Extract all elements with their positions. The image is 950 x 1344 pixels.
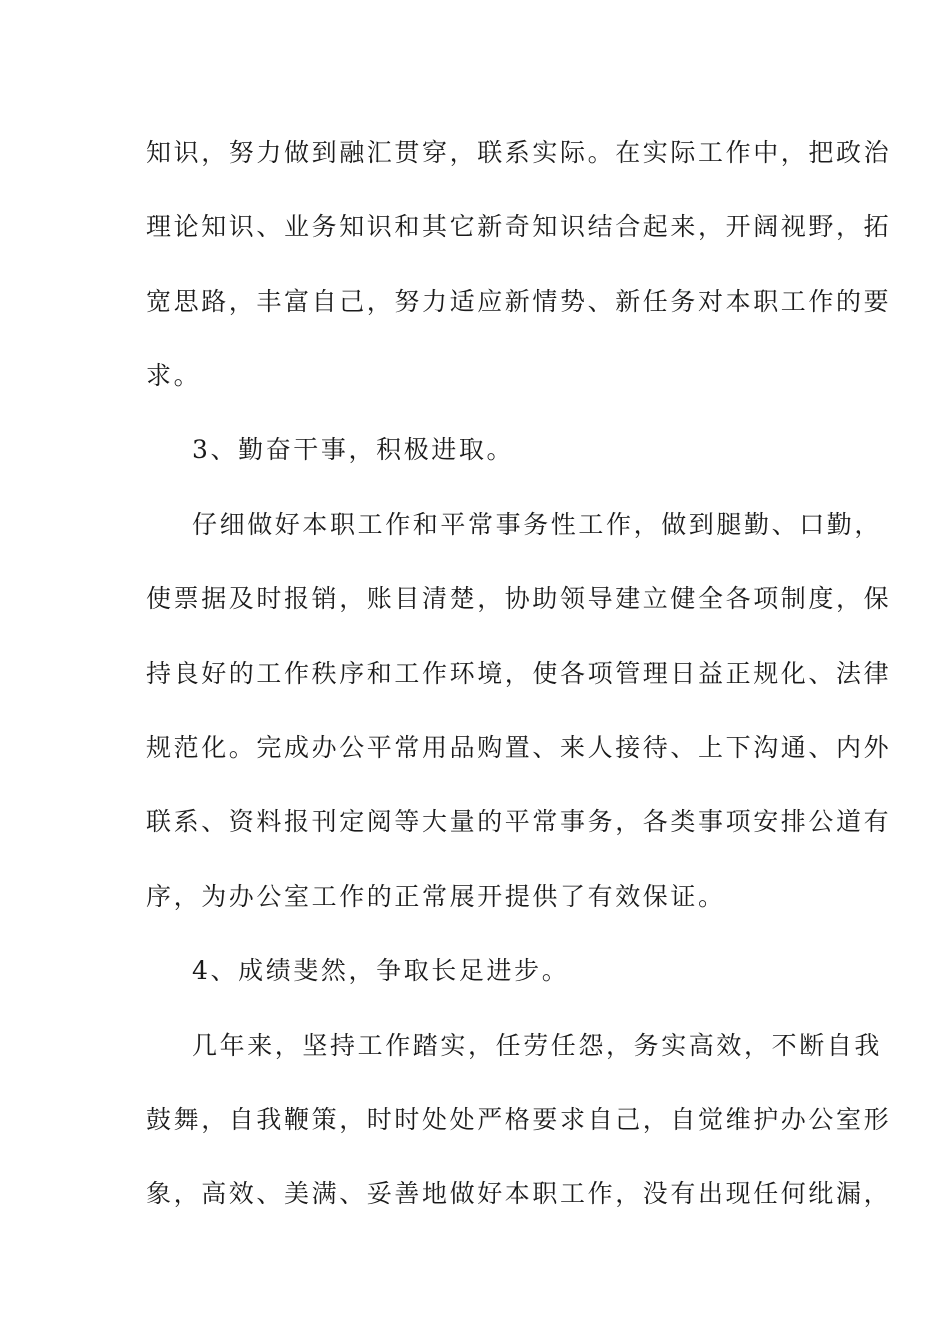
body-text-line: 规范化。完成办公平常用品购置、来人接待、上下沟通、内外 — [146, 733, 892, 762]
body-text-line: 知识，努力做到融汇贯穿，联系实际。在实际工作中，把政治 — [146, 138, 892, 167]
body-text-line: 联系、资料报刊定阅等大量的平常事务，各类事项安排公道有 — [146, 807, 892, 836]
body-text-line: 序，为办公室工作的正常展开提供了有效保证。 — [146, 882, 726, 911]
section-heading: 4、成绩斐然，争取长足进步。 — [192, 956, 570, 985]
body-text-line: 求。 — [146, 361, 202, 390]
body-text-line: 象，高效、美满、妥善地做好本职工作，没有出现任何纰漏， — [146, 1179, 892, 1208]
paragraph-first-line: 仔细做好本职工作和平常事务性工作，做到腿勤、口勤， — [192, 510, 883, 539]
section-heading: 3、勤奋干事，积极进取。 — [192, 435, 515, 464]
body-text-line: 宽思路，丰富自己，努力适应新情势、新任务对本职工作的要 — [146, 287, 892, 316]
body-text-line: 使票据及时报销，账目清楚，协助领导建立健全各项制度，保 — [146, 584, 892, 613]
body-text-line: 理论知识、业务知识和其它新奇知识结合起来，开阔视野，拓 — [146, 212, 892, 241]
body-text-line: 持良好的工作秩序和工作环境，使各项管理日益正规化、法律 — [146, 659, 892, 688]
body-text-line: 鼓舞，自我鞭策，时时处处严格要求自己，自觉维护办公室形 — [146, 1105, 892, 1134]
paragraph-first-line: 几年来，坚持工作踏实，任劳任怨，务实高效，不断自我 — [192, 1031, 883, 1060]
